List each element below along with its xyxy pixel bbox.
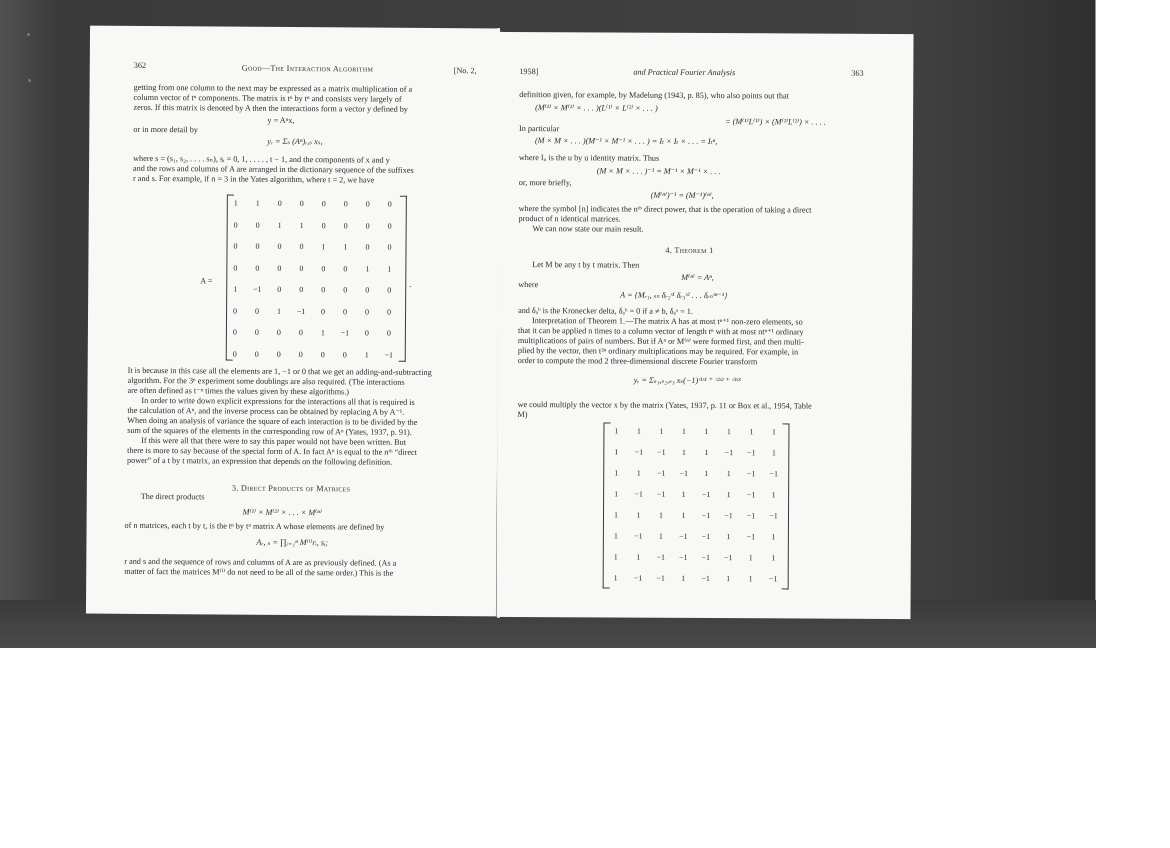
matrix-cell: 1 (320, 328, 325, 338)
text-line-2: zeros. If this matrix is denoted by A then the interactions form a vector y defined by (133, 102, 408, 114)
section-line-3: Aᵣ, ₛ = ∏ᵢ₌₁ⁿ M⁽ⁱ⁾rᵢ, sᵢ; (256, 537, 329, 548)
right-matrix (603, 422, 790, 589)
matrix-cell: −1 (701, 531, 711, 542)
theorem-line-6: that it can be applied n times to a column vector of length tⁿ with at most ntⁿ⁺¹ ordinary (517, 326, 804, 337)
matrix-cell: 0 (277, 198, 282, 208)
matrix-cell: 0 (233, 241, 238, 251)
matrix-cell: 1 (681, 426, 686, 436)
matrix-cell: −1 (746, 532, 756, 542)
matrix-cell: 1 (321, 242, 326, 252)
text-line-after-2: are often defined as t⁻ⁿ times the values given by these algorithms.) (127, 385, 350, 397)
matrix-cell: −1 (746, 490, 756, 500)
matrix-cell: 0 (254, 327, 259, 337)
matrix-cell: −1 (634, 489, 643, 499)
matrix-cell: −1 (634, 447, 644, 457)
matrix-cell: 0 (233, 220, 238, 230)
section-line-1: M⁽¹⁾ × M⁽²⁾ × . . . × M⁽ⁿ⁾ (242, 507, 322, 518)
matrix-cell: 1 (726, 532, 731, 542)
matrix-cell: 0 (276, 349, 281, 359)
theorem-line-11: we could multiply the vector x by the matrix (Yates, 1937, p. 11 or Box et al., 1954, Table (517, 400, 812, 411)
matrix-cell: 0 (277, 241, 282, 251)
matrix-cell: 1 (636, 552, 641, 562)
text-line-3: y = Aⁿx, (267, 115, 295, 126)
theorem-line-5: Interpretation of Theorem 1.—The matrix A has at most tⁿ⁺¹ non-zero elements, so (531, 316, 803, 327)
matrix-cell: −1 (634, 531, 643, 541)
matrix-cell: 0 (365, 242, 370, 252)
matrix-cell: 0 (387, 199, 392, 209)
theorem-line-2: where (518, 280, 539, 290)
text-line-7: and the rows and columns of A are arranged in the dictionary sequence of the suffixes (133, 163, 414, 175)
theorem-line-10: yᵣ = Σₛ₁,ₛ₂,ₛ₃ xₛ(−1)ʳ¹ˢ¹ ⁺ ʳ²ˢ² ⁺ ʳ³ˢ³ (633, 375, 741, 386)
matrix-cell: 0 (321, 199, 326, 209)
matrix-cell: 1 (233, 198, 238, 208)
text-line-9: where the symbol [n] indicates the nᵗʰ direct power, that is the operation of taking a direct (518, 204, 812, 215)
matrix-cell: −1 (656, 468, 666, 478)
matrix-cell: 1 (255, 198, 260, 208)
text-line-10: product of n identical matrices. (518, 214, 621, 224)
matrix-cell: 0 (387, 242, 392, 252)
matrix-cell: 1 (614, 468, 619, 478)
matrix-cell: 0 (232, 349, 237, 359)
matrix-cell: −1 (723, 553, 733, 563)
matrix-cell: 0 (343, 263, 348, 273)
text-line-8: r and s. For example, if n = 3 in the Yates algorithm, where t = 2, we have (132, 173, 375, 185)
matrix-cell: −1 (768, 574, 778, 584)
matrix-cell: 1 (613, 510, 619, 520)
theorem-line-4: and δₐᵇ is the Kronecker delta, δₐᵇ = 0 if a ≠ b, δₐᵃ = 1. (518, 306, 693, 316)
matrix-cell: 0 (342, 349, 347, 359)
matrix-cell: 0 (277, 263, 282, 273)
matrix-cell: −1 (657, 447, 666, 457)
section-line-2: of n matrices, each t by t, is the tⁿ by tⁿ matrix A whose elements are defined by (124, 520, 385, 532)
matrix-trailing-period: . (409, 279, 412, 289)
matrix-cell: 1 (681, 510, 686, 520)
matrix-cell: 1 (614, 447, 619, 457)
text-line-8: (M⁽ⁿ⁾)⁻¹ = (M⁻¹)⁽ⁿ⁾, (650, 190, 714, 201)
matrix-cell: −1 (656, 489, 666, 499)
running-title: Good—The Interaction Algorithm (241, 63, 374, 74)
matrix-cell: 1 (613, 573, 618, 583)
matrix-cell: 0 (321, 220, 326, 230)
matrix-cell: 1 (726, 490, 731, 500)
matrix-cell: 1 (771, 532, 776, 542)
matrix-cell: 1 (771, 448, 776, 458)
matrix-cell: −1 (678, 552, 688, 562)
section-line-4: r and s and the sequence of rows and columns of A are as previously defined. (As a (124, 556, 397, 568)
matrix-cell: 1 (704, 447, 709, 458)
matrix-cell: 0 (364, 328, 369, 338)
matrix-cell: 0 (232, 327, 237, 337)
matrix-cell: 1 (636, 468, 641, 478)
matrix-cell: 1 (704, 426, 709, 437)
matrix-cell: −1 (633, 573, 643, 583)
text-line-after-9: power” of a t by t matrix, an expression that depends on the following definition. (126, 455, 393, 467)
text-line-after-0: It is because in this case all the elements are 1, −1 or 0 that we get an adding-and-subtracting (127, 365, 432, 377)
matrix-cell: 1 (233, 284, 238, 294)
theorem-line-1: M⁽ⁿ⁾ = Aⁿ, (681, 272, 714, 283)
matrix-cell: 1 (636, 426, 641, 436)
matrix-cell: 0 (365, 199, 370, 209)
page-number: 363 (851, 68, 864, 78)
theorem-line-7: multiplications of pairs of numbers. But if Aⁿ or M⁽ⁿ⁾ were formed first, and then multi- (517, 336, 804, 347)
section-line-0: The direct products (140, 491, 205, 502)
issue-number: [No. 2, (453, 66, 477, 76)
matrix-cell: 1 (681, 447, 686, 457)
matrix-cell: 1 (726, 469, 731, 479)
text-line-2: = (M⁽¹⁾L⁽¹⁾) × (M⁽²⁾L⁽²⁾) × . . . . (725, 117, 826, 127)
matrix-label: A = (200, 276, 213, 286)
matrix-cell: 1 (771, 490, 776, 500)
matrix-cell: 1 (613, 552, 618, 562)
matrix-cell: 0 (320, 349, 325, 359)
matrix-cell: 1 (343, 242, 348, 252)
matrix-cell: −1 (252, 284, 262, 294)
text-line-after-7: If this were all that there were to say this paper would not have been written. But (141, 435, 407, 447)
matrix-cell: −1 (746, 511, 756, 521)
text-line-4: (M × M × . . . )(M⁻¹ × M⁻¹ × . . . ) = Iₜ × Iₜ × . . . = Iₜⁿ, (534, 136, 718, 147)
matrix-cell: 1 (658, 531, 663, 541)
matrix-cell: 1 (748, 574, 753, 584)
section-line-5: matter of fact the matrices M⁽ⁱ⁾ do not need to be all of the same order.) This is the (124, 566, 394, 578)
left-matrix (226, 195, 407, 362)
matrix-cell: 0 (321, 306, 326, 316)
matrix-cell: −1 (701, 552, 711, 563)
matrix-cell: 1 (771, 553, 776, 563)
matrix-cell: −1 (746, 469, 756, 479)
matrix-cell: 0 (298, 349, 303, 359)
matrix-cell: −1 (656, 552, 666, 562)
right-page (496, 32, 913, 619)
matrix-cell: 0 (365, 307, 370, 317)
theorem-line-9: order to compute the mod 2 three-dimensional discrete Fourier transform (517, 356, 758, 367)
text-line-1: column vector of tⁿ components. The matrix is tⁿ by tⁿ and consists very largely of (133, 92, 402, 104)
matrix-cell: 0 (387, 307, 392, 317)
matrix-cell: −1 (701, 573, 710, 584)
matrix-cell: 1 (658, 510, 664, 520)
text-line-0: getting from one column to the next may be expressed as a matrix multiplication of a (133, 82, 413, 94)
text-line-11: We can now state our main result. (532, 224, 644, 234)
matrix-cell: 1 (365, 264, 370, 274)
matrix-cell: −1 (656, 573, 665, 583)
matrix-cell: 1 (299, 220, 304, 230)
matrix-cell: 1 (771, 427, 776, 437)
matrix-cell: 0 (254, 349, 259, 359)
matrix-cell: 0 (343, 199, 348, 209)
matrix-cell: 1 (704, 468, 709, 479)
matrix-cell: 0 (255, 263, 260, 273)
matrix-cell: 0 (255, 306, 260, 316)
text-line-after-4: the calculation of Aⁿ, and the inverse process can be obtained by replacing A by A⁻¹. (127, 405, 405, 417)
text-line-3: In particular (519, 124, 560, 134)
matrix-cell: 0 (387, 285, 392, 295)
matrix-cell: 0 (233, 306, 238, 316)
matrix-cell: 0 (277, 284, 282, 294)
matrix-cell: 0 (255, 241, 260, 251)
page-number: 362 (133, 60, 147, 70)
matrix-cell: −1 (769, 511, 778, 521)
matrix-cell: −1 (384, 350, 394, 360)
matrix-cell: −1 (701, 510, 711, 521)
matrix-cell: −1 (679, 531, 688, 541)
matrix-cell: −1 (747, 448, 756, 458)
matrix-cell: 0 (299, 242, 304, 252)
year-marker: 1958] (519, 67, 539, 77)
matrix-cell: 1 (277, 220, 282, 230)
matrix-cell: 0 (343, 306, 348, 316)
matrix-cell: −1 (679, 468, 688, 478)
matrix-cell: 1 (748, 553, 753, 563)
matrix-cell: 0 (299, 199, 304, 209)
running-title: and Practical Fourier Analysis (633, 67, 736, 78)
section-heading: 3. Direct Products of Matrices (231, 483, 351, 494)
theorem-line-12: M) (517, 410, 528, 420)
matrix-cell: 0 (233, 263, 238, 273)
left-page (86, 26, 500, 617)
matrix-cell: 1 (636, 510, 641, 520)
matrix-cell: 1 (749, 427, 754, 437)
matrix-cell: 1 (726, 574, 731, 584)
matrix-cell: 1 (659, 426, 664, 436)
matrix-cell: 0 (255, 220, 260, 230)
text-line-after-5: When doing an analysis of variance the square of each interaction is to be divided by the (127, 415, 418, 427)
matrix-cell: 1 (613, 531, 618, 541)
text-line-5: yᵣ = Σₛ (Aⁿ)ᵣ,ₛ xₛ, (267, 136, 323, 147)
text-line-after-6: sum of the squares of the elements in the corresponding row of Aⁿ (Yates, 1937, p. 91). (127, 425, 412, 437)
matrix-cell: 0 (386, 328, 391, 338)
text-line-0: definition given, for example, by Madelung (1943, p. 85), who also points out that (519, 90, 789, 101)
text-line-5: where Iᵤ is the u by u identity matrix. Thus (518, 153, 660, 163)
matrix-cell: 1 (681, 573, 686, 583)
matrix-cell: 1 (726, 427, 731, 437)
theorem-line-0: Let M be any t by t matrix. Then (532, 260, 640, 270)
matrix-cell: 0 (298, 328, 303, 338)
matrix-cell: 0 (365, 285, 370, 295)
text-line-6: (M × M × . . . )⁻¹ = M⁻¹ × M⁻¹ × . . . (596, 166, 721, 177)
matrix-cell: −1 (296, 306, 306, 316)
matrix-cell: −1 (724, 511, 733, 521)
matrix-cell: −1 (340, 328, 350, 338)
matrix-cell: 1 (614, 426, 619, 436)
matrix-cell: 1 (277, 306, 282, 316)
matrix-cell: 0 (365, 221, 370, 231)
matrix-cell: 1 (387, 264, 392, 274)
matrix-cell: 1 (614, 489, 619, 499)
text-line-6: where s = (s₁, s₂, . . . . sₙ), sᵢ = 0, 1, . . . . , t − 1, and the components of x and y (133, 153, 390, 165)
text-line-4: or in more detail by (133, 124, 198, 135)
matrix-cell: −1 (769, 469, 778, 479)
matrix-cell: 1 (681, 489, 686, 499)
matrix-cell: 0 (343, 285, 348, 295)
matrix-cell: 0 (321, 263, 326, 273)
text-line-after-1: algorithm. For the 3ⁿ experiment some doublings are also required. (The interactions (127, 375, 405, 387)
text-line-after-3: In order to write down explicit expressions for the interactions all that is required is (141, 395, 415, 407)
theorem-line-3: A = {Mᵣ₁, ₛₙ δᵣ₂ˢ¹ δᵣ₃ˢ² . . . δᵣₙˢⁿ⁻¹} (620, 290, 728, 301)
theorem-heading: 4. Theorem 1 (665, 245, 714, 256)
matrix-cell: −1 (724, 448, 734, 458)
text-line-after-8: there is more to say because of the special form of A. In fact Aⁿ is equal to the nᵗʰ “direct (127, 445, 417, 457)
matrix-cell: 0 (299, 263, 304, 273)
theorem-line-8: plied by the vector, then t²ⁿ ordinary multiplications may be required. For example, in (517, 346, 799, 357)
matrix-cell: 0 (343, 220, 348, 230)
matrix-cell: −1 (701, 489, 711, 500)
matrix-cell: 0 (299, 285, 304, 295)
matrix-cell: 0 (387, 221, 392, 231)
text-line-1: (M⁽¹⁾ × M⁽²⁾ × . . . )(L⁽¹⁾ × L⁽²⁾ × . . . ) (535, 103, 658, 113)
matrix-cell: 1 (364, 350, 369, 360)
matrix-cell: 0 (276, 327, 281, 337)
matrix-cell: 0 (321, 285, 326, 295)
text-line-7: or, more briefly, (518, 178, 572, 188)
